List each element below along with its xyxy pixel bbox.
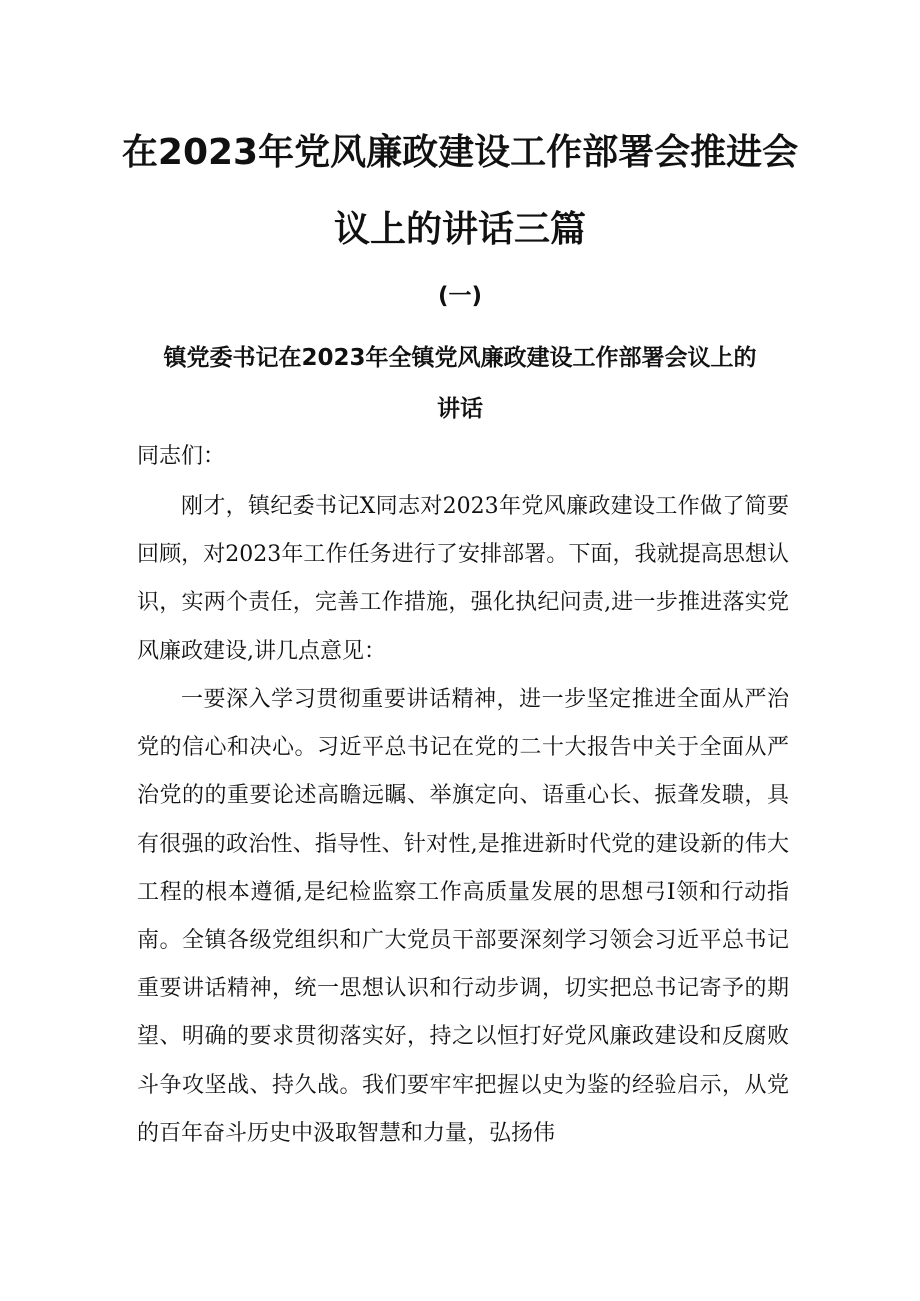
greeting: 同志们： <box>137 444 226 469</box>
speech-title-line-1: 镇党委书记在2023年全镇党风廉政建设工作部署会议上的 <box>163 345 757 371</box>
document-title-line-2: 议上的讲话三篇 <box>333 209 586 250</box>
paragraph-2: 一要深入学习贯彻重要讲话精神，进一步坚定推进全面从严治党的信心和决心。习近平总书记在党的二十大报告中关于全面从严治党的的重要论述高瞻远瞩、举旗定向、语重心长、振聋发聩，具有很强的政治性、指导性、针对性,是推进新时代党的建设新的伟大工程的根本遵循,是纪检监察工作高质量发展的思想弓I领和行动指南。全镇各级党组织和广大党员干部要深刻学习领会习近平总书记重要讲话精神，统一思想认识和行动步调，切实把总书记寄予的期望、明确的要求贯彻落实好，持之以恒打好党风廉政建设和反腐败斗争攻坚战、持久战。我们要牢牢把握以史为鉴的经验启示，从党的百年奋斗历史中汲取智慧和力量，弘扬伟 <box>137 687 789 1146</box>
paragraph-1: 刚才，镇纪委书记X同志对2023年党风廉政建设工作做了简要回顾，对2023年工作任务进行了安排部署。下面，我就提高思想认识，实两个责任，完善工作措施，强化执纪问责,进一步推进落实党风廉政建设,讲几点意见： <box>137 494 789 664</box>
speech-title-line-2: 讲话 <box>437 396 483 422</box>
document-title-line-1: 在2023年党风廉政建设工作部署会推进会 <box>121 132 799 173</box>
section-marker: (一) <box>437 283 483 309</box>
